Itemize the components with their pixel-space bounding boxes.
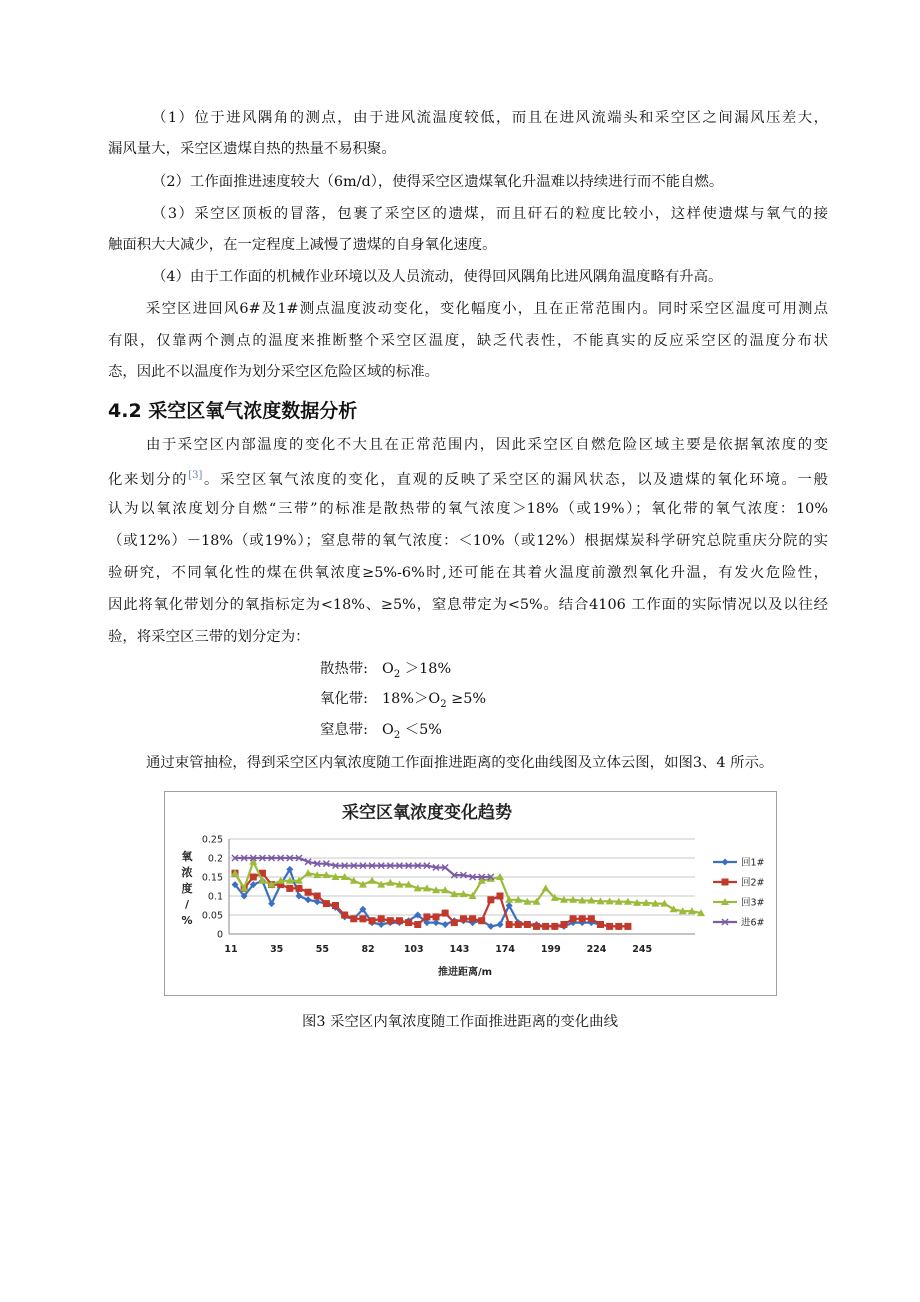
x-axis-label: 推进距离/m xyxy=(437,967,493,978)
chart-title: 采空区氧浓度变化趋势 xyxy=(342,803,512,823)
y-axis-label-char: 浓 xyxy=(181,866,193,879)
paragraph-3-line-1: （3）采空区顶板的冒落，包裹了采空区的遗煤，而且矸石的粒度比较小，这样使遗煤与氧气的接 xyxy=(152,206,828,222)
citation-link[interactable]: [3] xyxy=(188,470,203,481)
zone-sub: 2 xyxy=(440,698,447,710)
data-point xyxy=(341,912,348,919)
series-line xyxy=(235,862,701,913)
data-point xyxy=(268,900,275,907)
zone-o: O xyxy=(428,691,441,707)
legend-label: 回1# xyxy=(741,857,765,869)
paragraph-2: （2）工作面推进速度较大（6m/d），使得采空区遗煤氧化升温难以持续进行而不能自燃。 xyxy=(152,174,724,190)
data-point xyxy=(442,921,449,928)
chart-canvas xyxy=(165,792,776,995)
data-point xyxy=(551,923,558,930)
zone-rel: ≥5% xyxy=(446,691,487,707)
zone-label: 氧化带: xyxy=(320,691,369,707)
zone-sub: 2 xyxy=(393,668,401,680)
x-tick-label: 199 xyxy=(540,944,561,955)
data-point xyxy=(496,921,503,928)
x-tick-label: 35 xyxy=(270,944,284,955)
legend-marker xyxy=(722,879,729,886)
paragraph-5-line-1: 采空区进回风6#及1#测点温度波动变化，变化幅度小，且在正常范围内。同时采空区温度可用测点 xyxy=(146,301,828,317)
zone-heat-dissipation xyxy=(320,659,451,685)
paragraph-7: 通过束管抽检，得到采空区内氧浓度随工作面推进距离的变化曲线图及立体云图，如图3、4 所示。 xyxy=(146,755,774,771)
data-point xyxy=(533,923,540,930)
paragraph-6-line-2 xyxy=(108,466,828,490)
data-point xyxy=(542,923,549,930)
x-tick-label: 174 xyxy=(495,944,516,955)
data-point xyxy=(570,915,577,922)
zone-pre: 18%＞ xyxy=(382,691,429,707)
y-tick-label: 0.15 xyxy=(201,872,223,884)
y-axis-label-char: 氧 xyxy=(181,850,193,863)
data-point xyxy=(250,874,257,881)
figure-caption: 图3 采空区内氧浓度随工作面推进距离的变化曲线 xyxy=(302,1014,618,1030)
x-tick-label: 82 xyxy=(361,944,375,955)
y-axis-label-char: / xyxy=(184,898,190,911)
data-point xyxy=(286,885,293,892)
zone-label: 窒息带: xyxy=(320,722,369,738)
x-tick-label: 143 xyxy=(449,944,470,955)
data-point xyxy=(506,921,513,928)
zone-o: O xyxy=(382,722,394,738)
data-point xyxy=(597,921,604,928)
data-point xyxy=(460,915,467,922)
zone-rel: ＜5% xyxy=(400,722,442,738)
zone-sub: 2 xyxy=(393,729,401,741)
paragraph-3-line-2: 触面积大大减少，在一定程度上减慢了遗煤的自身氧化速度。 xyxy=(108,237,497,253)
legend-label: 回3# xyxy=(741,897,765,909)
data-point xyxy=(442,910,449,917)
section-heading: 4.2 采空区氧气浓度数据分析 xyxy=(108,400,358,422)
data-point xyxy=(368,877,376,884)
x-tick-label: 103 xyxy=(403,944,424,955)
data-point xyxy=(542,884,550,891)
y-axis-label-char: % xyxy=(181,914,193,927)
zone-rel: ＞18% xyxy=(400,661,452,677)
legend-label: 进6# xyxy=(741,917,765,929)
legend-label: 回2# xyxy=(741,877,765,889)
paragraph-6-line-3: 认为以氧浓度划分自燃“三带”的标准是散热带的氧气浓度＞18%（或19%）；氧化带的氧气浓度：10% xyxy=(108,501,828,517)
paragraph-5-line-2: 有限，仅靠两个测点的温度来推断整个采空区温度，缺乏代表性，不能真实的反应采空区的温度分布状 xyxy=(108,333,828,349)
paragraph-4: （4）由于工作面的机械作业环境以及人员流动，使得回风隅角比进风隅角温度略有升高。 xyxy=(152,269,723,285)
data-point xyxy=(433,913,440,920)
oxygen-chart xyxy=(164,791,777,996)
y-tick-label: 0.1 xyxy=(207,891,223,903)
zone-oxidation xyxy=(320,689,486,715)
paragraph-6-line-5: 验研究，不同氧化性的煤在供氧浓度≥5%-6%时,还可能在其着火温度前激烈氧化升温，有发火危险性， xyxy=(108,565,828,581)
data-point xyxy=(606,923,613,930)
paragraph-5-line-3: 态，因此不以温度作为划分采空区危险区域的标准。 xyxy=(108,364,439,380)
data-point xyxy=(305,896,312,903)
paragraph-6-line-7: 验，将采空区三带的划分定为： xyxy=(108,629,310,645)
zone-suffocation xyxy=(320,720,442,746)
data-point xyxy=(579,915,586,922)
data-point xyxy=(524,921,531,928)
data-point xyxy=(323,900,330,907)
data-point xyxy=(487,896,494,903)
data-point xyxy=(496,893,503,900)
data-point xyxy=(332,902,339,909)
data-point xyxy=(350,915,357,922)
legend-marker xyxy=(722,859,729,866)
paragraph-6-line-2-text: 化来划分的 xyxy=(108,471,189,488)
data-point xyxy=(624,923,631,930)
data-point xyxy=(387,917,394,924)
data-point xyxy=(359,915,366,922)
paragraph-6-line-4: （或12%）－18%（或19%）；窒息带的氧气浓度：＜10%（或12%）根据煤炭科学研究总院重庆分院的实 xyxy=(108,533,828,549)
zone-o: O xyxy=(382,661,394,677)
data-point xyxy=(560,921,567,928)
data-point xyxy=(295,893,302,900)
y-tick-label: 0.2 xyxy=(207,853,223,865)
paragraph-6-line-1: 由于采空区内部温度的变化不大且在正常范围内，因此采空区自燃危险区域主要是依据氧浓度的变 xyxy=(146,437,828,453)
data-point xyxy=(305,889,312,896)
x-tick-label: 11 xyxy=(224,944,238,955)
x-tick-label: 245 xyxy=(632,944,653,955)
data-point xyxy=(295,885,302,892)
data-point xyxy=(515,921,522,928)
y-axis-label-char: 度 xyxy=(181,882,193,895)
data-point xyxy=(615,923,622,930)
paragraph-1-line-2: 漏风量大，采空区遗煤自热的热量不易积聚。 xyxy=(108,141,396,157)
y-tick-label: 0.25 xyxy=(201,834,223,846)
y-tick-label: 0 xyxy=(216,929,223,941)
data-point xyxy=(314,893,321,900)
data-point xyxy=(369,917,376,924)
data-point xyxy=(469,915,476,922)
data-point xyxy=(423,913,430,920)
x-tick-label: 55 xyxy=(315,944,329,955)
data-point xyxy=(478,917,485,924)
data-point xyxy=(405,919,412,926)
data-point xyxy=(451,919,458,926)
paragraph-1-line-1: （1）位于进风隅角的测点，由于进风流温度较低，而且在进风流端头和采空区之间漏风压差大， xyxy=(152,110,828,126)
data-point xyxy=(396,917,403,924)
zone-label: 散热带: xyxy=(320,661,369,677)
paragraph-6-line-2-tail: 。采空区氧气浓度的变化，直观的反映了采空区的漏风状态，以及遗煤的氧化环境。一般 xyxy=(202,471,828,488)
x-tick-label: 224 xyxy=(586,944,607,955)
data-point xyxy=(414,921,421,928)
paragraph-6-line-6: 因此将氧化带划分的氧指标定为<18%、≥5%，窒息带定为<5%。结合4106 工作面的实际情况以及以往经 xyxy=(108,597,828,613)
y-tick-label: 0.05 xyxy=(201,910,223,922)
data-point xyxy=(378,915,385,922)
data-point xyxy=(588,915,595,922)
